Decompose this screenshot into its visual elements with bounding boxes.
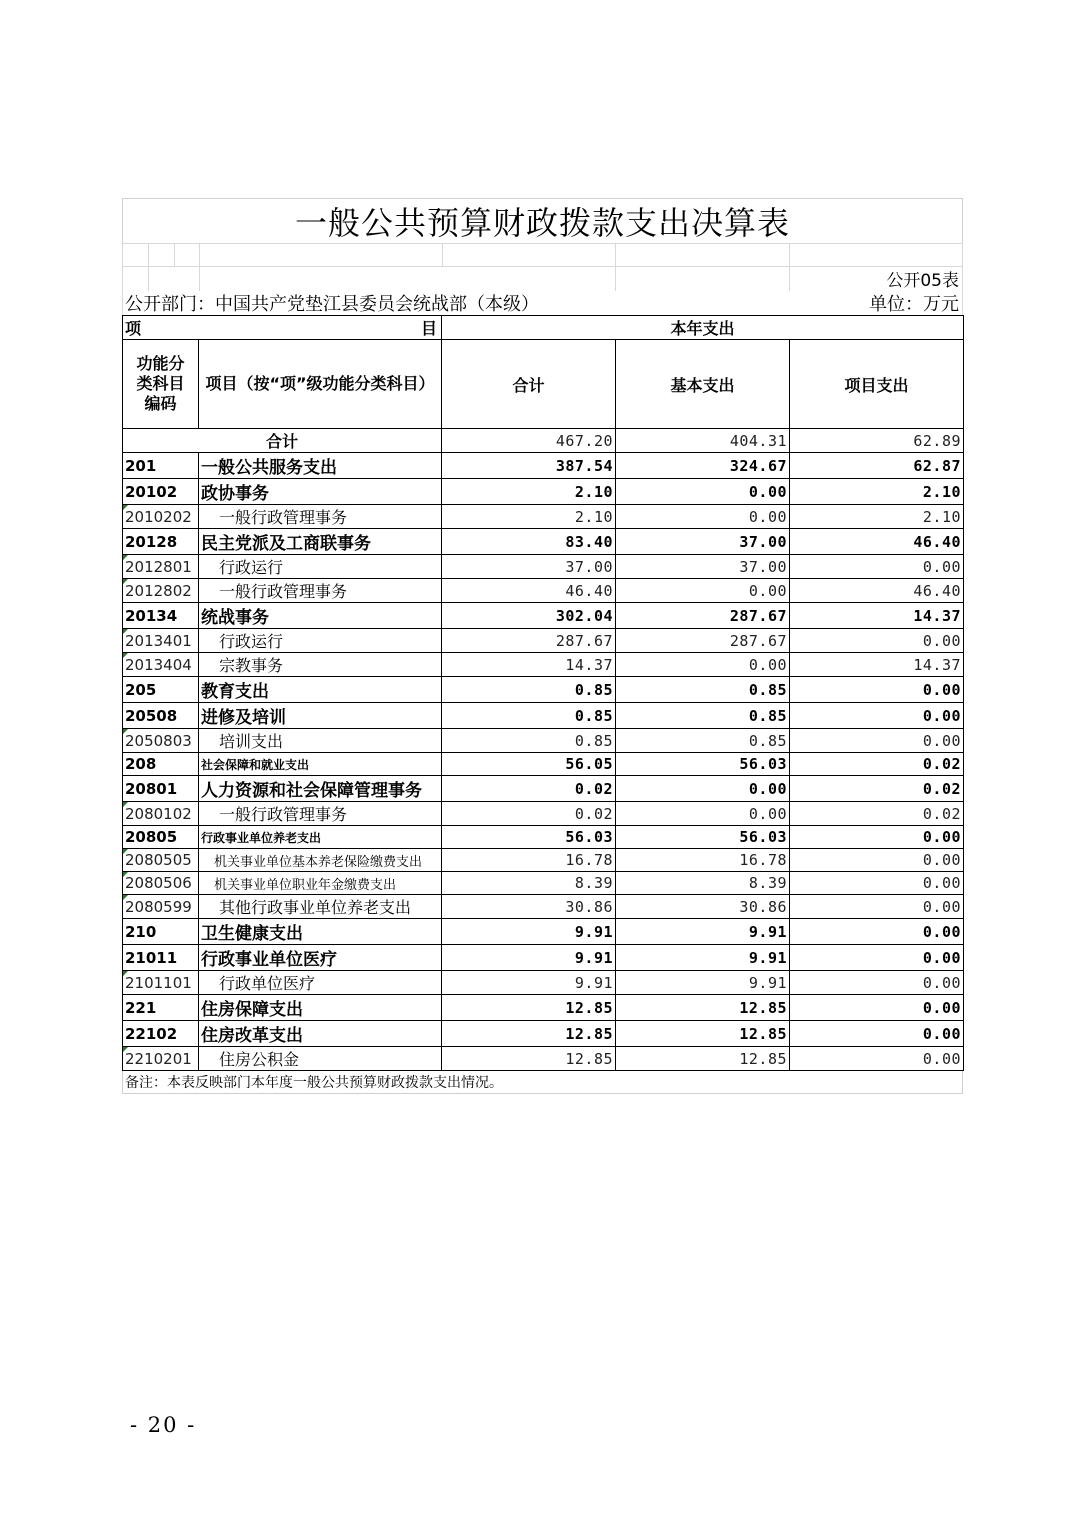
row-project: 0.00 bbox=[790, 919, 964, 945]
row-code: 20128 bbox=[123, 529, 199, 555]
table-row bbox=[123, 479, 964, 505]
row-name: 民主党派及工商联事务 bbox=[199, 529, 442, 555]
row-basic: 56.03 bbox=[616, 753, 790, 776]
row-name: 机关事业单位基本养老保险缴费支出 bbox=[199, 849, 442, 872]
row-total: 0.85 bbox=[442, 677, 616, 703]
row-code: 210 bbox=[123, 919, 199, 945]
row-total: 0.85 bbox=[442, 729, 616, 753]
row-basic: 9.91 bbox=[616, 945, 790, 971]
row-code: 20805 bbox=[123, 826, 199, 849]
total-row-project: 62.89 bbox=[790, 429, 964, 453]
row-basic: 0.00 bbox=[616, 653, 790, 677]
row-basic: 16.78 bbox=[616, 849, 790, 872]
budget-sheet bbox=[122, 198, 963, 1094]
row-code: 2012801 bbox=[123, 555, 199, 579]
row-name: 住房公积金 bbox=[199, 1047, 442, 1071]
row-project: 46.40 bbox=[790, 529, 964, 555]
table-row bbox=[123, 1047, 964, 1071]
header-row-2 bbox=[123, 340, 964, 429]
row-project: 0.02 bbox=[790, 753, 964, 776]
row-code: 20508 bbox=[123, 703, 199, 729]
total-col-header: 合计 bbox=[442, 340, 616, 429]
row-project: 2.10 bbox=[790, 479, 964, 505]
form-code: 公开05表 bbox=[886, 271, 959, 291]
row-code: 201 bbox=[123, 453, 199, 479]
current-year-header: 本年支出 bbox=[442, 316, 964, 340]
row-basic: 0.85 bbox=[616, 677, 790, 703]
row-name: 行政事业单位养老支出 bbox=[199, 826, 442, 849]
row-total: 46.40 bbox=[442, 579, 616, 603]
table-row bbox=[123, 776, 964, 802]
row-name: 一般行政管理事务 bbox=[199, 579, 442, 603]
row-basic: 0.00 bbox=[616, 802, 790, 826]
row-code: 2050803 bbox=[123, 729, 199, 753]
row-basic: 0.00 bbox=[616, 479, 790, 505]
row-basic: 12.85 bbox=[616, 1047, 790, 1071]
row-project: 46.40 bbox=[790, 579, 964, 603]
row-total: 2.10 bbox=[442, 479, 616, 505]
table-row bbox=[123, 505, 964, 529]
row-total: 12.85 bbox=[442, 1021, 616, 1047]
row-name: 社会保障和就业支出 bbox=[199, 753, 442, 776]
row-code: 20102 bbox=[123, 479, 199, 505]
row-code: 2080506 bbox=[123, 872, 199, 895]
row-project: 0.02 bbox=[790, 802, 964, 826]
table-row bbox=[123, 1021, 964, 1047]
row-project: 0.00 bbox=[790, 872, 964, 895]
row-code: 205 bbox=[123, 677, 199, 703]
row-basic: 30.86 bbox=[616, 895, 790, 919]
row-total: 302.04 bbox=[442, 603, 616, 629]
row-project: 0.00 bbox=[790, 629, 964, 653]
header-row-1 bbox=[123, 316, 964, 340]
table-row bbox=[123, 919, 964, 945]
row-project: 0.02 bbox=[790, 776, 964, 802]
row-total: 56.03 bbox=[442, 826, 616, 849]
row-project: 0.00 bbox=[790, 945, 964, 971]
row-total: 287.67 bbox=[442, 629, 616, 653]
table-row bbox=[123, 872, 964, 895]
table-row bbox=[123, 802, 964, 826]
row-basic: 0.00 bbox=[616, 505, 790, 529]
row-total: 9.91 bbox=[442, 945, 616, 971]
table-row bbox=[123, 729, 964, 753]
row-name: 行政运行 bbox=[199, 629, 442, 653]
department-label: 公开部门：中国共产党垫江县委员会统战部（本级） bbox=[125, 294, 539, 315]
row-name: 行政单位医疗 bbox=[199, 971, 442, 995]
row-code: 2210201 bbox=[123, 1047, 199, 1071]
row-project: 0.00 bbox=[790, 677, 964, 703]
row-name: 统战事务 bbox=[199, 603, 442, 629]
total-row-label: 合计 bbox=[123, 429, 442, 453]
table-row bbox=[123, 895, 964, 919]
row-basic: 9.91 bbox=[616, 919, 790, 945]
row-total: 9.91 bbox=[442, 919, 616, 945]
row-total: 83.40 bbox=[442, 529, 616, 555]
row-name: 政协事务 bbox=[199, 479, 442, 505]
table-row bbox=[123, 753, 964, 776]
row-basic: 12.85 bbox=[616, 995, 790, 1021]
row-basic: 37.00 bbox=[616, 555, 790, 579]
row-project: 14.37 bbox=[790, 603, 964, 629]
row-total: 30.86 bbox=[442, 895, 616, 919]
table-row bbox=[123, 555, 964, 579]
item-header-right: 目 bbox=[421, 319, 438, 338]
row-total: 12.85 bbox=[442, 1047, 616, 1071]
row-basic: 0.85 bbox=[616, 729, 790, 753]
row-name: 一般行政管理事务 bbox=[199, 505, 442, 529]
basic-col-header: 基本支出 bbox=[616, 340, 790, 429]
total-row-total: 467.20 bbox=[442, 429, 616, 453]
sheet-title: 一般公共预算财政拨款支出决算表 bbox=[122, 198, 963, 244]
row-basic: 56.03 bbox=[616, 826, 790, 849]
footnote: 备注：本表反映部门本年度一般公共预算财政拨款支出情况。 bbox=[122, 1071, 963, 1094]
table-row bbox=[123, 653, 964, 677]
row-total: 16.78 bbox=[442, 849, 616, 872]
code-col-header: 功能分类科目编码 bbox=[123, 340, 199, 429]
row-basic: 12.85 bbox=[616, 1021, 790, 1047]
expenditure-table bbox=[122, 315, 964, 1071]
row-basic: 8.39 bbox=[616, 872, 790, 895]
row-total: 8.39 bbox=[442, 872, 616, 895]
row-basic: 287.67 bbox=[616, 629, 790, 653]
table-row bbox=[123, 826, 964, 849]
row-code: 2101101 bbox=[123, 971, 199, 995]
project-col-header: 项目支出 bbox=[790, 340, 964, 429]
row-code: 21011 bbox=[123, 945, 199, 971]
total-row-basic: 404.31 bbox=[616, 429, 790, 453]
row-project: 0.00 bbox=[790, 826, 964, 849]
row-code: 221 bbox=[123, 995, 199, 1021]
row-total: 2.10 bbox=[442, 505, 616, 529]
item-header bbox=[123, 316, 442, 340]
row-total: 0.02 bbox=[442, 802, 616, 826]
table-row bbox=[123, 995, 964, 1021]
table-row bbox=[123, 579, 964, 603]
table-row bbox=[123, 603, 964, 629]
table-row bbox=[123, 453, 964, 479]
row-name: 行政事业单位医疗 bbox=[199, 945, 442, 971]
name-col-header: 项目（按“项”级功能分类科目） bbox=[199, 340, 442, 429]
row-code: 208 bbox=[123, 753, 199, 776]
row-name: 进修及培训 bbox=[199, 703, 442, 729]
table-row bbox=[123, 849, 964, 872]
row-code: 2012802 bbox=[123, 579, 199, 603]
row-basic: 0.00 bbox=[616, 776, 790, 802]
row-total: 37.00 bbox=[442, 555, 616, 579]
row-basic: 324.67 bbox=[616, 453, 790, 479]
row-basic: 37.00 bbox=[616, 529, 790, 555]
row-project: 0.00 bbox=[790, 995, 964, 1021]
row-code: 2080505 bbox=[123, 849, 199, 872]
row-code: 2080102 bbox=[123, 802, 199, 826]
item-header-left: 项 bbox=[125, 319, 142, 338]
row-name: 人力资源和社会保障管理事务 bbox=[199, 776, 442, 802]
row-code: 2080599 bbox=[123, 895, 199, 919]
row-project: 14.37 bbox=[790, 653, 964, 677]
row-basic: 287.67 bbox=[616, 603, 790, 629]
form-code-row bbox=[122, 267, 963, 291]
row-project: 0.00 bbox=[790, 849, 964, 872]
row-total: 9.91 bbox=[442, 971, 616, 995]
row-name: 教育支出 bbox=[199, 677, 442, 703]
row-name: 机关事业单位职业年金缴费支出 bbox=[199, 872, 442, 895]
row-total: 0.02 bbox=[442, 776, 616, 802]
row-name: 住房保障支出 bbox=[199, 995, 442, 1021]
table-row bbox=[123, 677, 964, 703]
blank-grid-row bbox=[122, 244, 963, 267]
row-code: 20134 bbox=[123, 603, 199, 629]
row-project: 62.87 bbox=[790, 453, 964, 479]
table-row bbox=[123, 971, 964, 995]
page-number: - 20 - bbox=[130, 1413, 197, 1437]
row-code: 2010202 bbox=[123, 505, 199, 529]
row-name: 行政运行 bbox=[199, 555, 442, 579]
row-basic: 0.00 bbox=[616, 579, 790, 603]
row-name: 培训支出 bbox=[199, 729, 442, 753]
row-project: 0.00 bbox=[790, 895, 964, 919]
row-project: 2.10 bbox=[790, 505, 964, 529]
row-code: 22102 bbox=[123, 1021, 199, 1047]
row-basic: 0.85 bbox=[616, 703, 790, 729]
row-name: 一般行政管理事务 bbox=[199, 802, 442, 826]
unit-label: 单位：万元 bbox=[869, 294, 959, 315]
row-project: 0.00 bbox=[790, 703, 964, 729]
row-name: 其他行政事业单位养老支出 bbox=[199, 895, 442, 919]
row-name: 一般公共服务支出 bbox=[199, 453, 442, 479]
row-name: 住房改革支出 bbox=[199, 1021, 442, 1047]
row-project: 0.00 bbox=[790, 1021, 964, 1047]
table-row bbox=[123, 945, 964, 971]
row-code: 2013404 bbox=[123, 653, 199, 677]
table-row bbox=[123, 703, 964, 729]
total-row bbox=[123, 429, 964, 453]
row-name: 卫生健康支出 bbox=[199, 919, 442, 945]
department-row bbox=[122, 291, 963, 315]
row-total: 387.54 bbox=[442, 453, 616, 479]
row-name: 宗教事务 bbox=[199, 653, 442, 677]
table-row bbox=[123, 629, 964, 653]
row-basic: 9.91 bbox=[616, 971, 790, 995]
row-total: 14.37 bbox=[442, 653, 616, 677]
row-project: 0.00 bbox=[790, 729, 964, 753]
row-project: 0.00 bbox=[790, 555, 964, 579]
row-total: 0.85 bbox=[442, 703, 616, 729]
table-row bbox=[123, 529, 964, 555]
row-total: 56.05 bbox=[442, 753, 616, 776]
row-project: 0.00 bbox=[790, 971, 964, 995]
row-code: 20801 bbox=[123, 776, 199, 802]
row-project: 0.00 bbox=[790, 1047, 964, 1071]
row-code: 2013401 bbox=[123, 629, 199, 653]
row-total: 12.85 bbox=[442, 995, 616, 1021]
